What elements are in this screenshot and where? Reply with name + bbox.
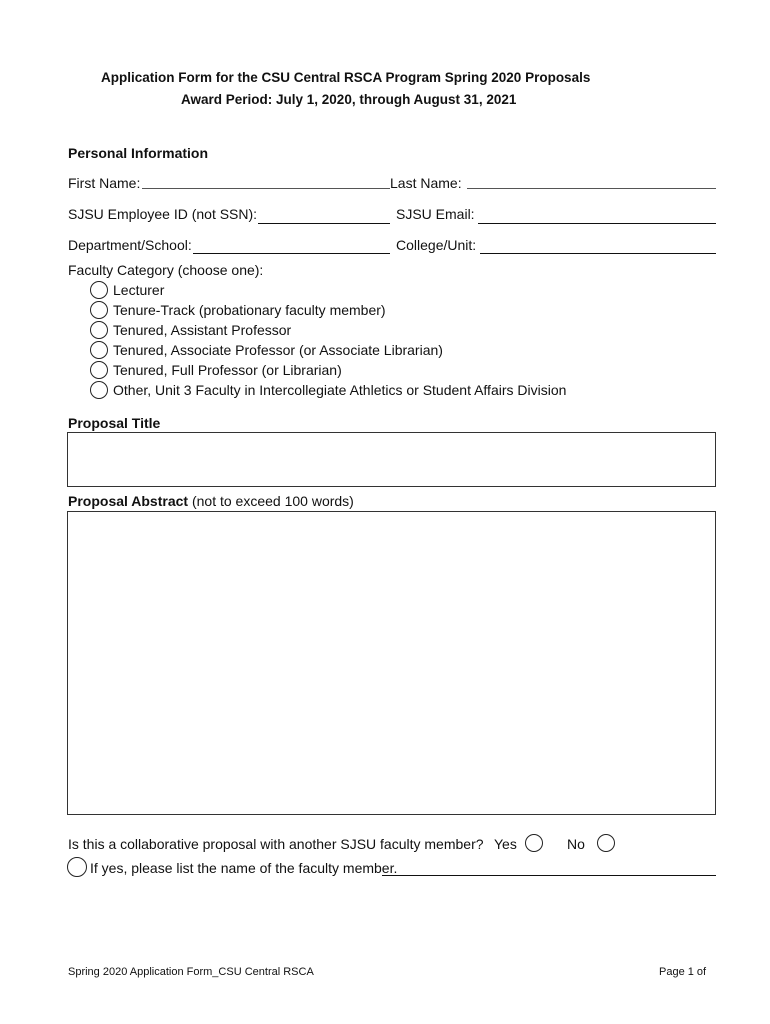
proposal-title-field[interactable] — [67, 432, 716, 487]
award-period: Award Period: July 1, 2020, through August 31, 2021 — [181, 92, 517, 107]
faculty-option-label: Tenured, Assistant Professor — [113, 322, 292, 338]
faculty-radio-full[interactable] — [90, 361, 108, 379]
faculty-option-label: Tenured, Associate Professor (or Associate Librarian) — [113, 342, 443, 358]
college-field[interactable] — [480, 253, 716, 254]
collab-no-radio[interactable] — [597, 834, 615, 852]
collab-if-yes-label: If yes, please list the name of the faculty member. — [90, 860, 398, 876]
employee-id-field[interactable] — [258, 223, 390, 224]
faculty-option-label: Other, Unit 3 Faculty in Intercollegiate Athletics or Student Affairs Division — [113, 382, 567, 398]
faculty-radio-tenure-track[interactable] — [90, 301, 108, 319]
collab-no-label: No — [567, 836, 585, 852]
faculty-radio-lecturer[interactable] — [90, 281, 108, 299]
proposal-abstract-heading — [68, 493, 354, 509]
faculty-radio-associate[interactable] — [90, 341, 108, 359]
last-name-label: Last Name: — [390, 175, 462, 191]
faculty-option-label: Tenured, Full Professor (or Librarian) — [113, 362, 342, 378]
collab-faculty-name-field[interactable] — [382, 875, 716, 876]
form-title: Application Form for the CSU Central RSCA Program Spring 2020 Proposals — [101, 70, 591, 85]
employee-id-label: SJSU Employee ID (not SSN): — [68, 206, 258, 222]
personal-info-heading: Personal Information — [68, 145, 209, 161]
email-label: SJSU Email: — [396, 206, 475, 222]
department-label: Department/School: — [68, 237, 192, 253]
first-name-label: First Name: — [68, 175, 141, 191]
collab-question: Is this a collaborative proposal with another SJSU faculty member? — [68, 836, 484, 852]
footer-page-number: Page 1 of — [659, 966, 707, 978]
email-field[interactable] — [478, 223, 716, 224]
proposal-abstract-field[interactable] — [67, 511, 716, 815]
college-label: College/Unit: — [396, 237, 477, 253]
last-name-field[interactable] — [467, 188, 716, 189]
faculty-option-label: Lecturer — [113, 282, 165, 298]
first-name-field[interactable] — [142, 188, 390, 189]
collab-yes-radio[interactable] — [525, 834, 543, 852]
faculty-category-label: Faculty Category (choose one): — [68, 262, 264, 278]
department-field[interactable] — [193, 253, 390, 254]
collab-yes-label: Yes — [494, 836, 517, 852]
faculty-radio-assistant[interactable] — [90, 321, 108, 339]
faculty-option-label: Tenure-Track (probationary faculty member) — [113, 302, 386, 318]
proposal-abstract-label: Proposal Abstract — [68, 493, 189, 509]
faculty-radio-other[interactable] — [90, 381, 108, 399]
proposal-abstract-note: (not to exceed 100 words) — [191, 493, 354, 509]
proposal-title-label: Proposal Title — [68, 415, 161, 431]
collab-if-yes-radio[interactable] — [67, 857, 87, 877]
footer-form-name: Spring 2020 Application Form_CSU Central RSCA — [68, 966, 314, 978]
